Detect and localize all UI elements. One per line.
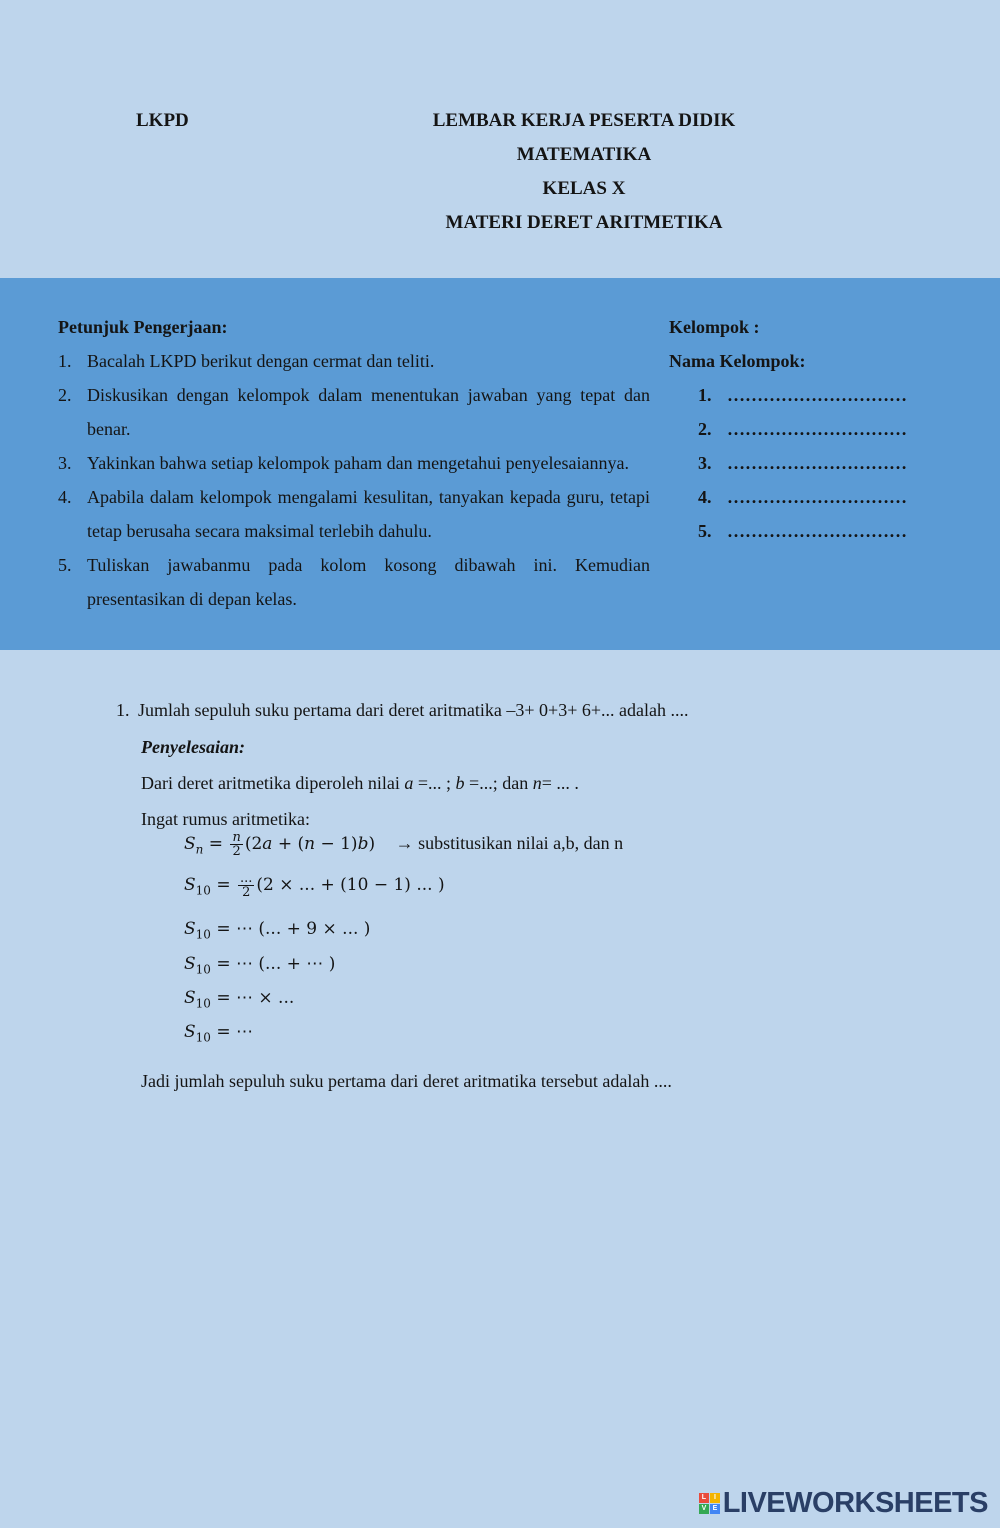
header-left-label: LKPD: [136, 110, 189, 131]
formula-line: [184, 831, 623, 858]
logo-tile: E: [710, 1504, 720, 1514]
instruction-number: 3.: [58, 453, 72, 473]
b-value-blank[interactable]: =...; dan: [464, 773, 533, 793]
step-4-expression[interactable]: = ⋯ × ...: [216, 988, 295, 1008]
group-label: Kelompok :: [669, 317, 760, 337]
step-2[interactable]: $S_{10}$ = ⋯ (... + 9 × ... ): [184, 919, 371, 942]
instruction-text: Bacalah LKPD berikut dengan cermat dan teliti.: [87, 351, 435, 371]
instruction-item: [58, 344, 650, 378]
instruction-number: 4.: [58, 487, 72, 507]
group-panel: [669, 310, 907, 548]
formula-intro: Ingat rumus aritmetika:: [141, 809, 310, 829]
logo-tile: V: [699, 1504, 709, 1514]
instruction-item: [58, 480, 650, 548]
given-values-line[interactable]: [141, 773, 579, 794]
members-label: Nama Kelompok:: [669, 351, 806, 371]
instruction-item: [58, 548, 650, 616]
instruction-item: [58, 378, 650, 446]
step-5[interactable]: $S_{10}$ = ⋯: [184, 1022, 253, 1045]
var-a: a: [404, 773, 414, 793]
step-4[interactable]: $S_{10}$ = ⋯ × ...: [184, 988, 295, 1011]
instructions-list: [58, 344, 650, 616]
step-2-expression[interactable]: = ⋯ (... + 9 × ... ): [216, 919, 371, 939]
member-field[interactable]: [698, 480, 907, 514]
var-b: b: [455, 773, 465, 793]
member-number: 1.: [698, 385, 712, 405]
logo-tile: L: [699, 1493, 709, 1503]
member-number: 3.: [698, 453, 712, 473]
member-field[interactable]: [698, 514, 907, 548]
formula-expression: $S_n$ = $\frac{n}{2}$ (2a + (n − 1)b): [184, 830, 376, 859]
member-field[interactable]: [698, 446, 907, 480]
step-3[interactable]: $S_{10}$ = ⋯ (... + ⋯ ): [184, 954, 336, 977]
member-number: 4.: [698, 487, 712, 507]
question-text: Jumlah sepuluh suku pertama dari deret aritmatika –3+ 0+3+ 6+... adalah ....: [138, 700, 689, 720]
var-n: n: [532, 773, 542, 793]
member-blank[interactable]: …………………………: [727, 521, 907, 541]
class-line: KELAS X: [542, 178, 626, 199]
member-blank[interactable]: …………………………: [727, 487, 907, 507]
member-blank[interactable]: …………………………: [727, 453, 907, 473]
member-blank[interactable]: …………………………: [727, 419, 907, 439]
question-number: 1.: [116, 700, 130, 720]
conclusion-line[interactable]: Jadi jumlah sepuluh suku pertama dari deret aritmatika tersebut adalah ....: [141, 1071, 672, 1091]
step-3-expression[interactable]: = ⋯ (... + ⋯ ): [216, 954, 336, 974]
instruction-text: Yakinkan bahwa setiap kelompok paham dan mengetahui penyelesaiannya.: [87, 453, 630, 473]
member-blank[interactable]: …………………………: [727, 385, 907, 405]
formula-hint: → substitusikan nilai a,b, dan n: [395, 833, 624, 853]
instruction-number: 1.: [58, 351, 72, 371]
instructions-title: Petunjuk Pengerjaan:: [58, 317, 228, 337]
step-1[interactable]: $S_{10}$ = $\frac{...}{2}$ (2 × ... + (10 − 1) ... ): [184, 871, 445, 900]
member-field[interactable]: [698, 412, 907, 446]
logo-grid-icon: [699, 1493, 720, 1514]
topic-line: MATERI DERET ARITMETIKA: [445, 212, 723, 233]
instruction-number: 2.: [58, 385, 72, 405]
logo-tile: I: [710, 1493, 720, 1503]
instruction-item: [58, 446, 650, 480]
member-number: 2.: [698, 419, 712, 439]
instruction-number: 5.: [58, 555, 72, 575]
step-1-expression[interactable]: (2 × ... + (10 − 1) ... ): [256, 875, 445, 895]
n-value-blank[interactable]: = ... .: [541, 773, 579, 793]
member-number: 5.: [698, 521, 712, 541]
logo-text: LIVEWORKSHEETS: [722, 1487, 988, 1519]
instruction-text: Apabila dalam kelompok mengalami kesulitan, tanyakan kepada guru, tetapi tetap berusaha secara maksimal terlebih dahulu.: [87, 487, 650, 541]
header-title-block: [384, 110, 784, 246]
step-5-expression[interactable]: = ⋯: [216, 1022, 253, 1042]
subject-line: MATEMATIKA: [516, 144, 652, 165]
solution-label: Penyelesaian:: [141, 737, 245, 757]
given-prefix: Dari deret aritmetika diperoleh nilai: [141, 773, 405, 793]
question-line: [116, 700, 688, 721]
instruction-text: Diskusikan dengan kelompok dalam menentukan jawaban yang tepat dan benar.: [87, 385, 650, 439]
instructions-panel: [58, 310, 650, 616]
a-value-blank[interactable]: =... ;: [413, 773, 456, 793]
title-line: LEMBAR KERJA PESERTA DIDIK: [432, 110, 736, 131]
instruction-text: Tuliskan jawabanmu pada kolom kosong dibawah ini. Kemudian presentasikan di depan kelas.: [87, 555, 650, 609]
liveworksheets-logo: [699, 1487, 988, 1520]
members-list: [669, 378, 907, 548]
member-field[interactable]: [698, 378, 907, 412]
